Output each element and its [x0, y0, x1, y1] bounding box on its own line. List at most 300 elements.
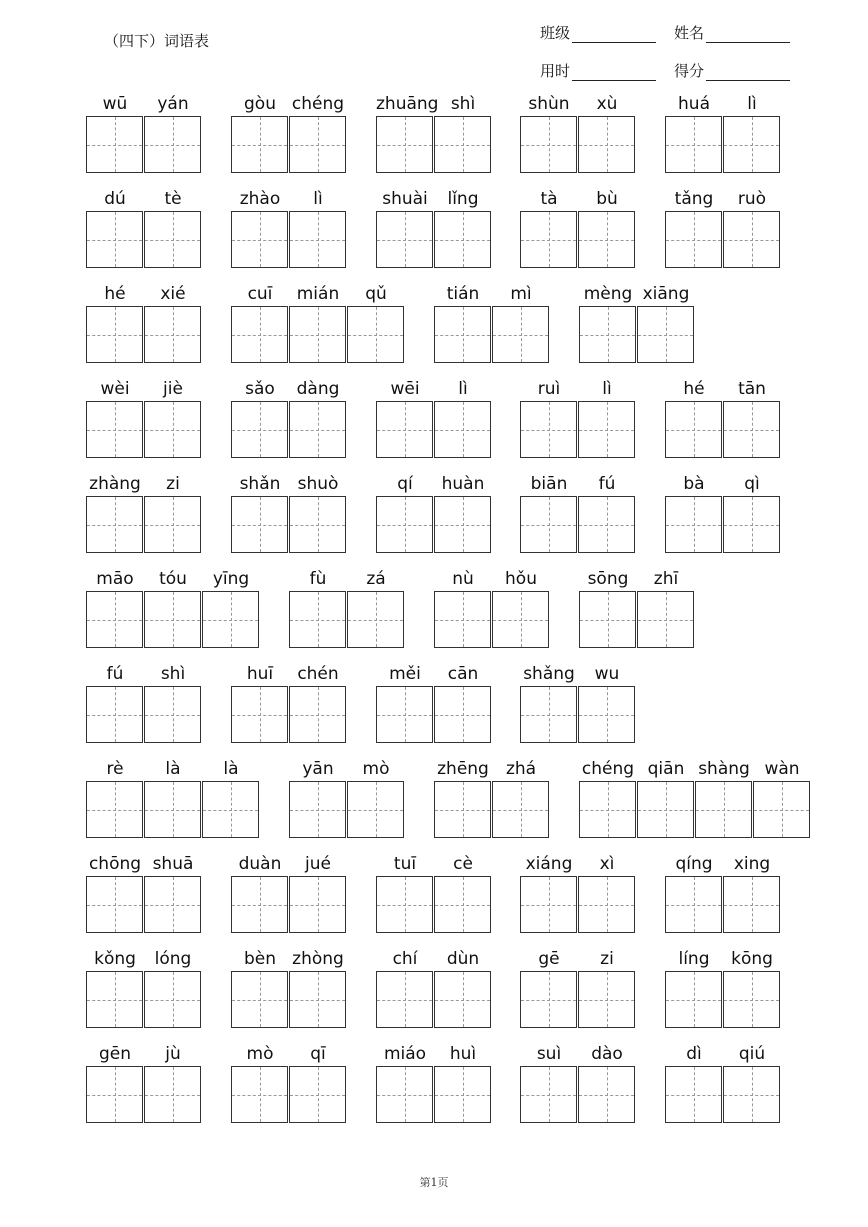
pinyin-group	[434, 567, 550, 591]
writing-box-group	[520, 211, 636, 268]
writing-cell[interactable]	[520, 971, 577, 1028]
writing-cell[interactable]	[144, 211, 201, 268]
pinyin-syllable: lì	[602, 379, 612, 399]
writing-cell[interactable]	[231, 211, 288, 268]
word-item	[86, 662, 202, 743]
pinyin-syllable: zhī	[653, 569, 679, 589]
writing-cell[interactable]	[86, 1066, 143, 1123]
writing-box-group	[86, 306, 202, 363]
writing-cell[interactable]	[434, 306, 491, 363]
pinyin-group	[289, 757, 405, 781]
pinyin-group	[231, 662, 347, 686]
writing-box-group	[86, 496, 202, 553]
writing-box-group	[665, 116, 781, 173]
pinyin-group	[376, 377, 492, 401]
word-item	[86, 282, 202, 363]
writing-box-group	[231, 876, 347, 933]
pinyin-syllable: zhuāng	[376, 94, 439, 114]
writing-cell[interactable]	[579, 781, 636, 838]
name-field[interactable]	[674, 22, 790, 43]
writing-box-group	[86, 971, 202, 1028]
writing-cell[interactable]	[434, 781, 491, 838]
pinyin-syllable: hé	[104, 284, 126, 304]
writing-cell[interactable]	[144, 306, 201, 363]
pinyin-syllable: xiáng	[525, 854, 573, 874]
pinyin-syllable: zi	[600, 949, 614, 969]
writing-cell[interactable]	[86, 211, 143, 268]
pinyin-syllable: bà	[683, 474, 705, 494]
writing-cell[interactable]	[144, 686, 201, 743]
writing-box-group	[86, 116, 202, 173]
writing-box-group	[520, 496, 636, 553]
word-item	[665, 377, 781, 458]
pinyin-syllable: cān	[447, 664, 479, 684]
writing-cell[interactable]	[289, 686, 346, 743]
pinyin-group	[231, 377, 347, 401]
name-label: 姓名	[674, 24, 705, 42]
writing-cell[interactable]	[578, 211, 635, 268]
pinyin-group	[520, 187, 636, 211]
pinyin-syllable: ruì	[537, 379, 561, 399]
writing-cell[interactable]	[665, 1066, 722, 1123]
writing-cell[interactable]	[665, 116, 722, 173]
pinyin-syllable: ruò	[737, 189, 767, 209]
pinyin-group	[579, 757, 811, 781]
writing-cell[interactable]	[723, 401, 780, 458]
writing-cell[interactable]	[289, 116, 346, 173]
pinyin-syllable: chōng	[88, 854, 142, 874]
writing-cell[interactable]	[289, 306, 346, 363]
writing-box-group	[665, 971, 781, 1028]
writing-cell[interactable]	[520, 1066, 577, 1123]
word-item	[434, 282, 550, 363]
writing-cell[interactable]	[578, 686, 635, 743]
pinyin-group	[376, 947, 492, 971]
pinyin-syllable: lì	[747, 94, 757, 114]
writing-cell[interactable]	[347, 306, 404, 363]
word-item	[376, 187, 492, 268]
writing-cell[interactable]	[86, 591, 143, 648]
word-item	[231, 377, 347, 458]
writing-cell[interactable]	[86, 781, 143, 838]
pinyin-syllable: jù	[165, 1044, 181, 1064]
word-item	[86, 187, 202, 268]
score-label: 得分	[674, 62, 705, 80]
writing-cell[interactable]	[578, 971, 635, 1028]
pinyin-syllable: sǎo	[245, 379, 275, 399]
pinyin-group	[376, 1042, 492, 1066]
pinyin-syllable: jué	[305, 854, 331, 874]
writing-cell[interactable]	[231, 496, 288, 553]
writing-cell[interactable]	[492, 306, 549, 363]
pinyin-syllable: suì	[536, 1044, 562, 1064]
writing-cell[interactable]	[723, 116, 780, 173]
writing-box-group	[520, 971, 636, 1028]
writing-cell[interactable]	[289, 971, 346, 1028]
pinyin-group	[86, 92, 202, 116]
pinyin-syllable: qì	[744, 474, 760, 494]
writing-box-group	[376, 401, 492, 458]
writing-cell[interactable]	[144, 781, 201, 838]
writing-cell[interactable]	[665, 496, 722, 553]
writing-cell[interactable]	[376, 211, 433, 268]
word-item	[665, 187, 781, 268]
writing-cell[interactable]	[202, 591, 259, 648]
word-item	[231, 852, 347, 933]
writing-cell[interactable]	[86, 876, 143, 933]
word-item	[665, 92, 781, 173]
name-blank[interactable]	[706, 28, 790, 43]
time-label: 用时	[540, 62, 571, 80]
pinyin-syllable: wū	[102, 94, 128, 114]
word-item	[520, 92, 636, 173]
pinyin-syllable: shì	[450, 94, 476, 114]
writing-cell[interactable]	[376, 971, 433, 1028]
writing-cell[interactable]	[578, 116, 635, 173]
word-item	[231, 282, 405, 363]
class-blank[interactable]	[572, 28, 656, 43]
pinyin-group	[86, 187, 202, 211]
writing-cell[interactable]	[347, 781, 404, 838]
writing-cell[interactable]	[434, 686, 491, 743]
pinyin-syllable: huàn	[441, 474, 485, 494]
writing-cell[interactable]	[434, 1066, 491, 1123]
writing-cell[interactable]	[695, 781, 752, 838]
pinyin-group	[434, 757, 550, 781]
writing-cell[interactable]	[665, 401, 722, 458]
writing-cell[interactable]	[86, 496, 143, 553]
score-blank[interactable]	[706, 66, 790, 81]
writing-box-group	[376, 876, 492, 933]
pinyin-syllable: tóu	[159, 569, 187, 589]
time-field[interactable]	[540, 60, 656, 81]
writing-cell[interactable]	[86, 306, 143, 363]
pinyin-syllable: māo	[96, 569, 134, 589]
word-item	[376, 472, 492, 553]
word-item	[376, 1042, 492, 1123]
word-row	[0, 187, 868, 277]
word-item	[231, 472, 347, 553]
writing-cell[interactable]	[579, 306, 636, 363]
word-item	[520, 377, 636, 458]
pinyin-group	[231, 852, 347, 876]
writing-box-group	[231, 971, 347, 1028]
page-number: 第1页	[419, 1176, 449, 1189]
worksheet-title: （四下）词语表	[104, 32, 210, 50]
writing-cell[interactable]	[231, 306, 288, 363]
writing-cell[interactable]	[578, 401, 635, 458]
word-item	[86, 852, 202, 933]
pinyin-syllable: chéng	[581, 759, 635, 779]
writing-cell[interactable]	[86, 401, 143, 458]
writing-cell[interactable]	[637, 781, 694, 838]
writing-cell[interactable]	[144, 401, 201, 458]
word-item	[231, 92, 347, 173]
writing-cell[interactable]	[289, 1066, 346, 1123]
writing-box-group	[376, 971, 492, 1028]
writing-box-group	[665, 401, 781, 458]
pinyin-syllable: lǐng	[447, 189, 479, 209]
writing-box-group	[520, 1066, 636, 1123]
writing-cell[interactable]	[665, 876, 722, 933]
pinyin-syllable: qī	[310, 1044, 326, 1064]
word-item	[86, 377, 202, 458]
writing-cell[interactable]	[723, 211, 780, 268]
writing-box-group	[231, 1066, 347, 1123]
word-item	[86, 1042, 202, 1123]
word-item	[86, 92, 202, 173]
pinyin-syllable: fù	[309, 569, 327, 589]
writing-cell[interactable]	[144, 591, 201, 648]
word-item	[289, 757, 405, 838]
writing-cell[interactable]	[347, 591, 404, 648]
pinyin-syllable: bèn	[243, 949, 277, 969]
writing-box-group	[579, 306, 695, 363]
word-item	[231, 947, 347, 1028]
writing-cell[interactable]	[578, 496, 635, 553]
pinyin-syllable: gē	[538, 949, 560, 969]
writing-cell[interactable]	[289, 781, 346, 838]
writing-cell[interactable]	[434, 211, 491, 268]
pinyin-syllable: qí	[397, 474, 413, 494]
writing-cell[interactable]	[289, 496, 346, 553]
writing-cell[interactable]	[723, 876, 780, 933]
pinyin-group	[376, 662, 492, 686]
writing-cell[interactable]	[376, 496, 433, 553]
pinyin-syllable: qiān	[647, 759, 685, 779]
score-field[interactable]	[674, 60, 790, 81]
pinyin-syllable: miáo	[383, 1044, 427, 1064]
word-item	[520, 852, 636, 933]
writing-cell[interactable]	[434, 496, 491, 553]
writing-cell[interactable]	[434, 876, 491, 933]
pinyin-syllable: fú	[598, 474, 616, 494]
word-row	[0, 377, 868, 467]
pinyin-group	[665, 1042, 781, 1066]
writing-cell[interactable]	[86, 116, 143, 173]
writing-cell[interactable]	[289, 401, 346, 458]
pinyin-syllable: mián	[296, 284, 340, 304]
pinyin-syllable: mò	[362, 759, 390, 779]
word-item	[376, 377, 492, 458]
pinyin-group	[86, 567, 260, 591]
pinyin-syllable: zhào	[239, 189, 281, 209]
writing-cell[interactable]	[231, 876, 288, 933]
writing-cell[interactable]	[376, 876, 433, 933]
pinyin-group	[665, 852, 781, 876]
pinyin-syllable: dào	[591, 1044, 623, 1064]
writing-box-group	[665, 496, 781, 553]
pinyin-group	[520, 1042, 636, 1066]
pinyin-syllable: wu	[594, 664, 620, 684]
pinyin-syllable: yīng	[212, 569, 250, 589]
writing-cell[interactable]	[665, 211, 722, 268]
word-item	[86, 567, 260, 648]
word-row	[0, 92, 868, 182]
writing-cell[interactable]	[520, 211, 577, 268]
class-field[interactable]	[540, 22, 656, 43]
writing-cell[interactable]	[434, 116, 491, 173]
writing-cell[interactable]	[520, 116, 577, 173]
writing-cell[interactable]	[520, 686, 577, 743]
time-blank[interactable]	[572, 66, 656, 81]
pinyin-syllable: dùn	[446, 949, 480, 969]
word-row	[0, 567, 868, 657]
word-item	[520, 1042, 636, 1123]
word-item	[86, 757, 260, 838]
pinyin-syllable: měi	[389, 664, 421, 684]
writing-box-group	[231, 401, 347, 458]
pinyin-group	[86, 377, 202, 401]
pinyin-syllable: zá	[366, 569, 386, 589]
writing-cell[interactable]	[492, 781, 549, 838]
writing-box-group	[86, 211, 202, 268]
pinyin-group	[665, 92, 781, 116]
word-item	[665, 947, 781, 1028]
word-item	[434, 757, 550, 838]
writing-cell[interactable]	[231, 116, 288, 173]
writing-box-group	[376, 1066, 492, 1123]
writing-box-group	[231, 211, 347, 268]
pinyin-group	[231, 472, 347, 496]
pinyin-group	[231, 1042, 347, 1066]
writing-cell[interactable]	[434, 401, 491, 458]
writing-cell[interactable]	[144, 1066, 201, 1123]
writing-cell[interactable]	[376, 686, 433, 743]
writing-box-group	[376, 211, 492, 268]
pinyin-group	[520, 377, 636, 401]
writing-cell[interactable]	[665, 971, 722, 1028]
writing-cell[interactable]	[753, 781, 810, 838]
pinyin-group	[86, 662, 202, 686]
writing-box-group	[434, 306, 550, 363]
pinyin-syllable: hǒu	[505, 569, 537, 589]
writing-cell[interactable]	[723, 1066, 780, 1123]
pinyin-syllable: huì	[449, 1044, 477, 1064]
pinyin-group	[434, 282, 550, 306]
pinyin-syllable: zhá	[505, 759, 537, 779]
writing-cell[interactable]	[520, 876, 577, 933]
writing-cell[interactable]	[520, 496, 577, 553]
writing-cell[interactable]	[579, 591, 636, 648]
writing-cell[interactable]	[723, 496, 780, 553]
writing-cell[interactable]	[202, 781, 259, 838]
word-item	[86, 947, 202, 1028]
pinyin-syllable: shuā	[152, 854, 194, 874]
pinyin-syllable: líng	[678, 949, 710, 969]
pinyin-syllable: là	[165, 759, 181, 779]
writing-cell[interactable]	[86, 971, 143, 1028]
pinyin-syllable: tà	[540, 189, 558, 209]
pinyin-syllable: lì	[458, 379, 468, 399]
writing-cell[interactable]	[289, 211, 346, 268]
writing-cell[interactable]	[376, 116, 433, 173]
pinyin-syllable: wēi	[390, 379, 420, 399]
writing-cell[interactable]	[231, 1066, 288, 1123]
writing-cell[interactable]	[231, 401, 288, 458]
writing-cell[interactable]	[144, 876, 201, 933]
writing-cell[interactable]	[637, 306, 694, 363]
word-item	[231, 187, 347, 268]
pinyin-syllable: tián	[446, 284, 480, 304]
word-item	[376, 852, 492, 933]
writing-cell[interactable]	[578, 1066, 635, 1123]
pinyin-syllable: shuò	[297, 474, 339, 494]
writing-cell[interactable]	[144, 116, 201, 173]
pinyin-syllable: tè	[164, 189, 182, 209]
writing-cell[interactable]	[578, 876, 635, 933]
pinyin-syllable: qíng	[675, 854, 713, 874]
pinyin-syllable: shuài	[382, 189, 428, 209]
pinyin-syllable: lì	[313, 189, 323, 209]
word-row	[0, 472, 868, 562]
class-label: 班级	[540, 24, 571, 42]
writing-box-group	[434, 781, 550, 838]
pinyin-group	[86, 947, 202, 971]
pinyin-syllable: zhòng	[292, 949, 344, 969]
writing-box-group	[231, 116, 347, 173]
pinyin-group	[665, 472, 781, 496]
writing-cell[interactable]	[289, 591, 346, 648]
writing-cell[interactable]	[637, 591, 694, 648]
writing-cell[interactable]	[289, 876, 346, 933]
writing-box-group	[665, 1066, 781, 1123]
pinyin-syllable: gēn	[98, 1044, 132, 1064]
pinyin-group	[665, 187, 781, 211]
writing-cell[interactable]	[144, 496, 201, 553]
pinyin-syllable: tǎng	[674, 189, 714, 209]
writing-cell[interactable]	[723, 971, 780, 1028]
pinyin-group	[289, 567, 405, 591]
word-item	[434, 567, 550, 648]
word-row	[0, 662, 868, 752]
word-item	[376, 947, 492, 1028]
pinyin-syllable: sōng	[587, 569, 629, 589]
writing-box-group	[665, 876, 781, 933]
writing-cell[interactable]	[231, 686, 288, 743]
writing-cell[interactable]	[376, 1066, 433, 1123]
word-row	[0, 1042, 868, 1132]
pinyin-group	[231, 947, 347, 971]
writing-cell[interactable]	[434, 971, 491, 1028]
pinyin-syllable: shǎng	[523, 664, 575, 684]
pinyin-group	[86, 757, 260, 781]
writing-box-group	[86, 401, 202, 458]
writing-cell[interactable]	[492, 591, 549, 648]
writing-box-group	[434, 591, 550, 648]
writing-box-group	[520, 686, 636, 743]
word-item	[376, 662, 492, 743]
writing-cell[interactable]	[86, 686, 143, 743]
pinyin-syllable: wàn	[764, 759, 800, 779]
writing-cell[interactable]	[434, 591, 491, 648]
pinyin-syllable: jiè	[163, 379, 183, 399]
writing-cell[interactable]	[231, 971, 288, 1028]
writing-box-group	[231, 496, 347, 553]
pinyin-syllable: xié	[160, 284, 186, 304]
pinyin-group	[376, 472, 492, 496]
pinyin-group	[520, 662, 636, 686]
writing-cell[interactable]	[520, 401, 577, 458]
writing-cell[interactable]	[376, 401, 433, 458]
writing-box-group	[376, 686, 492, 743]
pinyin-group	[86, 472, 202, 496]
pinyin-group	[579, 282, 695, 306]
pinyin-syllable: kōng	[731, 949, 773, 969]
pinyin-syllable: chí	[392, 949, 418, 969]
pinyin-syllable: rè	[106, 759, 124, 779]
writing-cell[interactable]	[144, 971, 201, 1028]
